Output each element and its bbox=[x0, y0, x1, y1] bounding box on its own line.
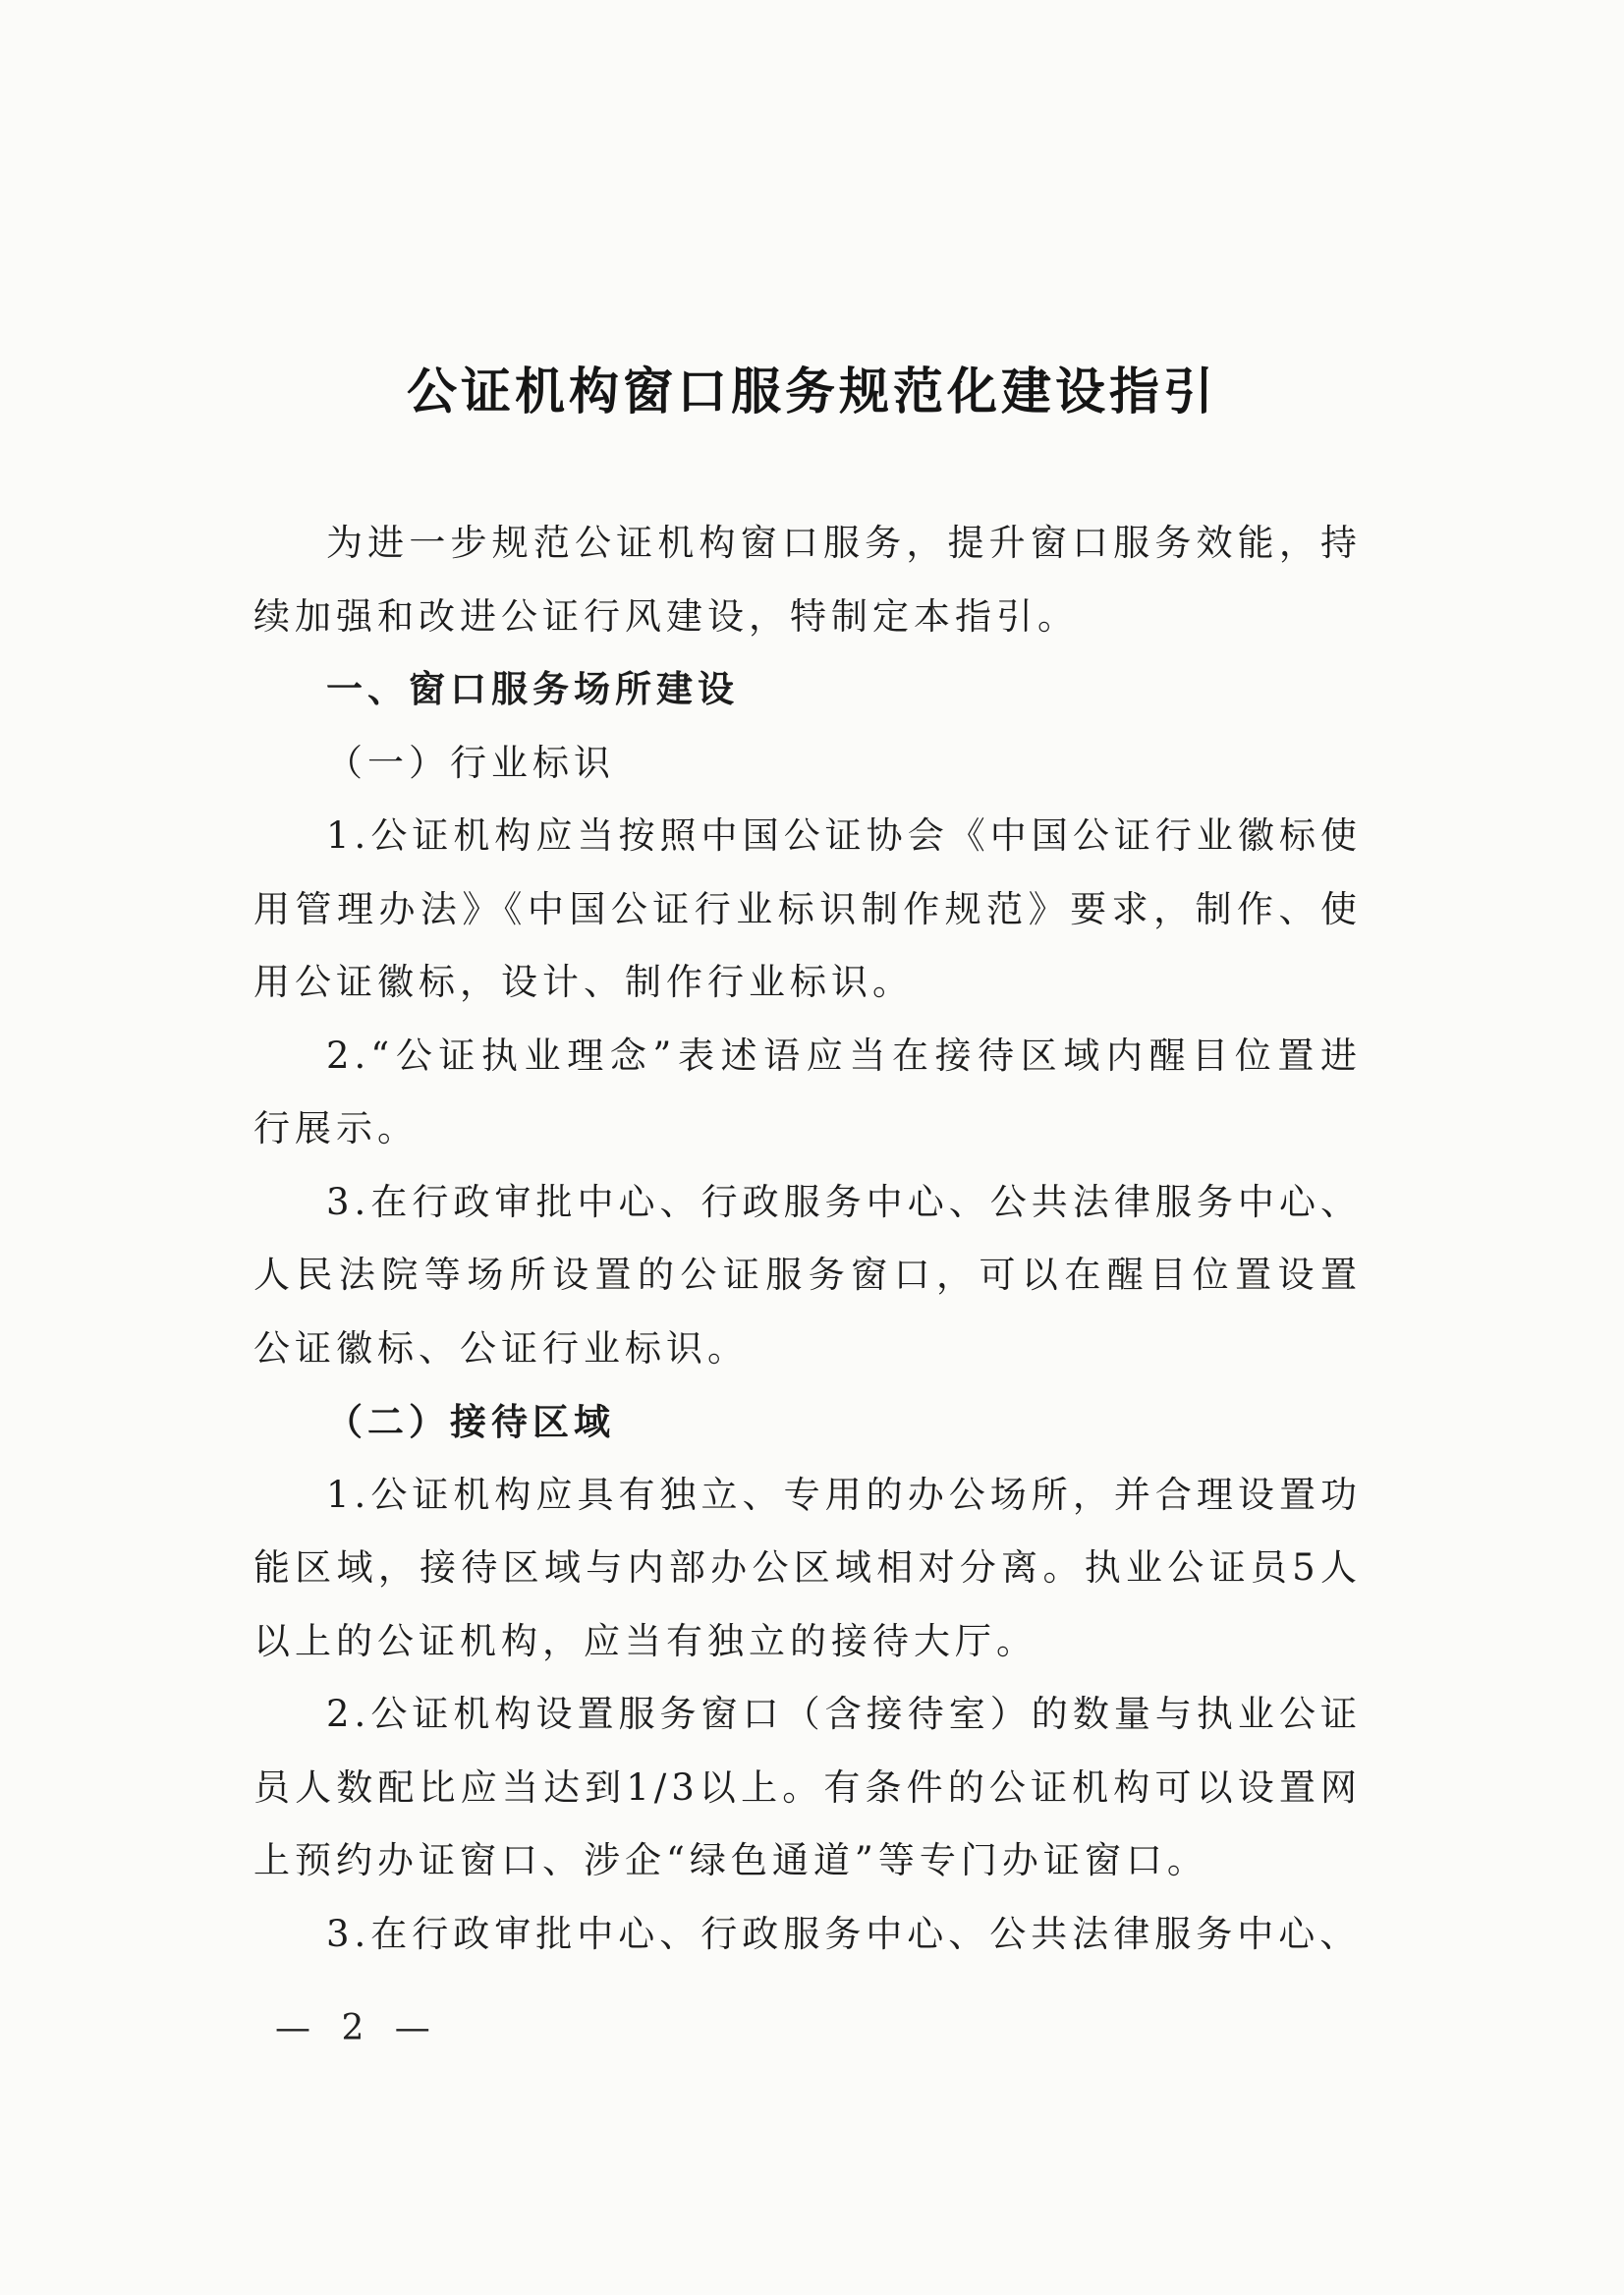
subsection-heading-2: （二）接待区域 bbox=[326, 1400, 615, 1443]
section-heading-1: 一、窗口服务场所建设 bbox=[326, 668, 739, 710]
paragraph-2-3: 3.在行政审批中心、行政服务中心、公共法律服务中心、 bbox=[326, 1912, 1362, 1955]
paragraph-intro: 为进一步规范公证机构窗口服务，提升窗口服务效能，持续加强和改进公证行风建设，特制定本指引。 bbox=[253, 522, 1362, 638]
paragraph-2-1: 1.公证机构应具有独立、专用的办公场所，并合理设置功能区域，接待区域与内部办公区域相对分离。执业公证员5人以上的公证机构，应当有独立的接待大厅。 bbox=[253, 1473, 1362, 1662]
document-body bbox=[253, 507, 1362, 1971]
paragraph-1-2: 2.“公证执业理念”表述语应当在接待区域内醒目位置进行展示。 bbox=[253, 1034, 1362, 1149]
document-title: 公证机构窗口服务规范化建设指引 bbox=[406, 364, 1217, 421]
subsection-heading-1: （一）行业标识 bbox=[326, 741, 615, 784]
paragraph-1-1: 1.公证机构应当按照中国公证协会《中国公证行业徽标使用管理办法》《中国公证行业标识制作规范》要求，制作、使用公证徽标，设计、制作行业标识。 bbox=[253, 814, 1362, 1003]
page-number: — 2 — bbox=[275, 2008, 440, 2048]
paragraph-1-3: 3.在行政审批中心、行政服务中心、公共法律服务中心、人民法院等场所设置的公证服务窗口，可以在醒目位置设置公证徽标、公证行业标识。 bbox=[253, 1180, 1362, 1370]
paragraph-2-2: 2.公证机构设置服务窗口（含接待室）的数量与执业公证员人数配比应当达到1/3以上。有条件的公证机构可以设置网上预约办证窗口、涉企“绿色通道”等专门办证窗口。 bbox=[253, 1693, 1362, 1881]
